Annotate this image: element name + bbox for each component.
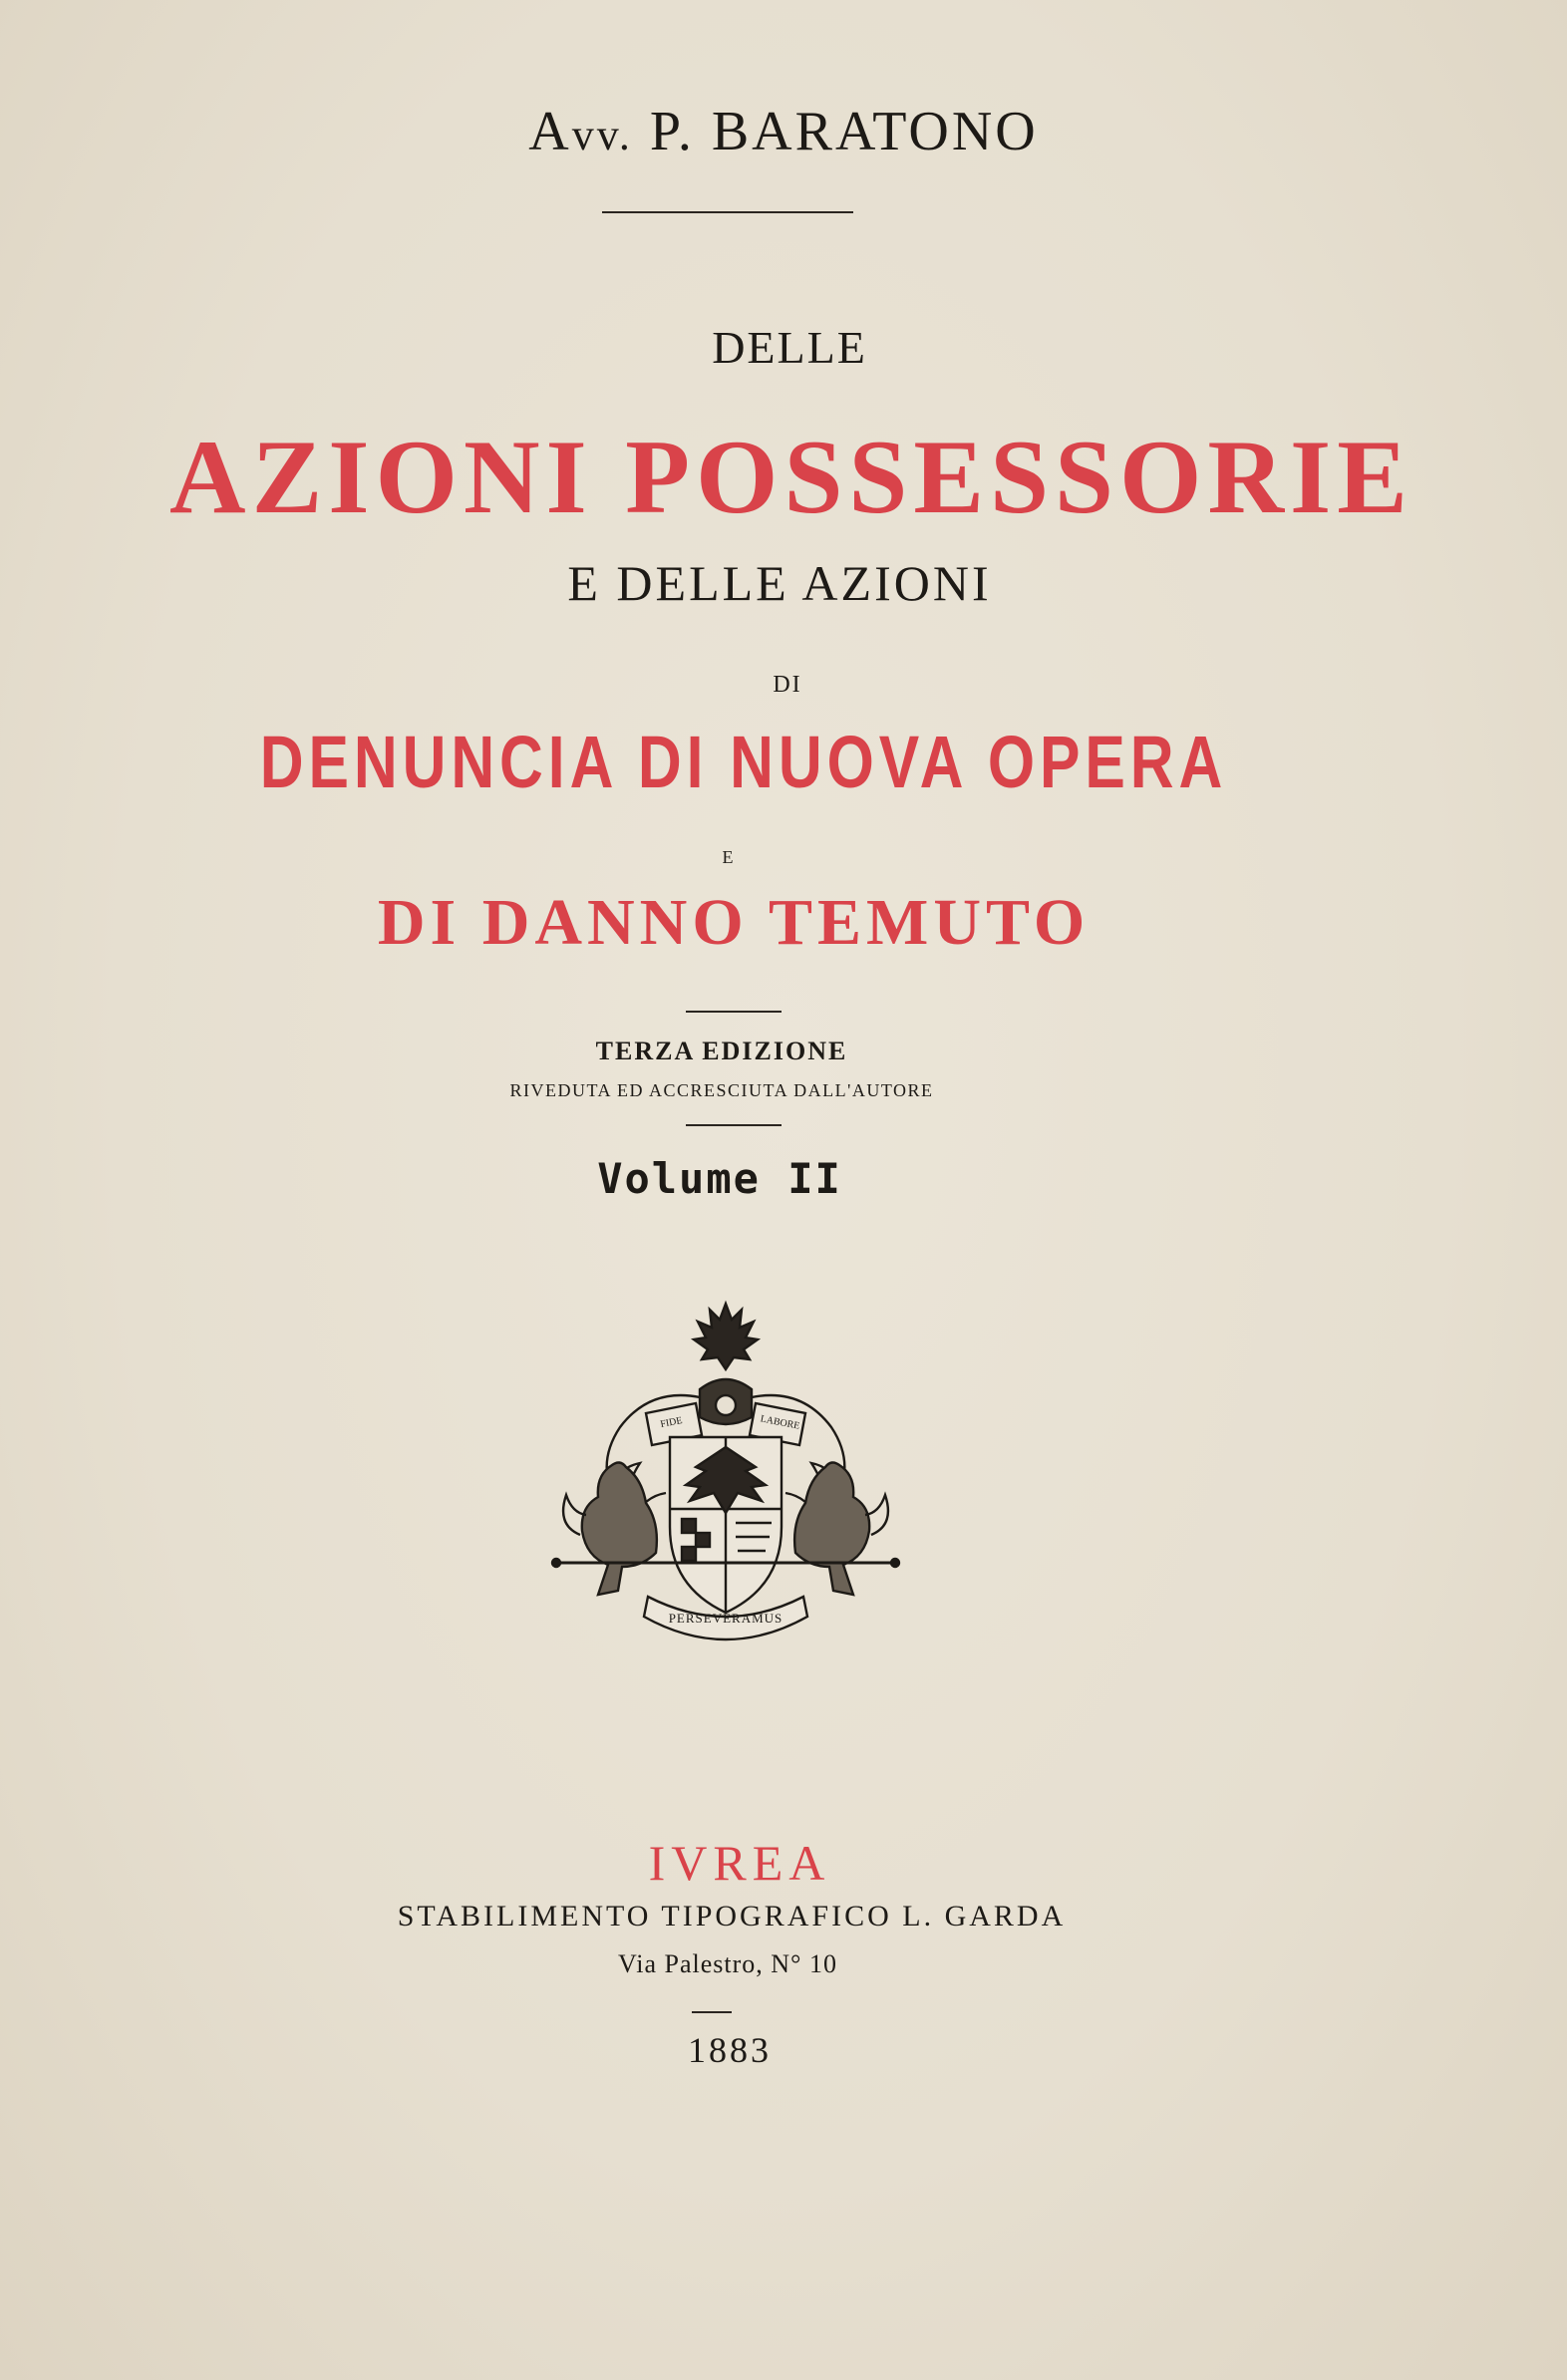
title-line-delle: DELLE xyxy=(712,322,867,373)
title-line-e-delle-azioni: E DELLE AZIONI xyxy=(567,555,992,611)
title-denuncia-di-nuova-opera: DENUNCIA DI NUOVA OPERA xyxy=(259,721,1228,803)
title-line-di: DI xyxy=(773,672,802,698)
edition-note: RIVEDUTA ED ACCRESCIUTA DALL'AUTORE xyxy=(509,1080,934,1100)
title-di-danno-temuto: DI DANNO TEMUTO xyxy=(377,886,1091,959)
title-line-e: E xyxy=(722,847,734,867)
main-title-azioni-possessorie: AZIONI POSSESSORIE xyxy=(169,419,1413,535)
emblem-banner-left: FIDE xyxy=(659,1415,684,1431)
rule-above-year xyxy=(692,2011,732,2013)
rule-under-author xyxy=(602,211,853,213)
edition-label: TERZA EDIZIONE xyxy=(595,1037,848,1065)
author-line xyxy=(0,100,1567,163)
imprint-city: IVREA xyxy=(648,1835,831,1891)
emblem-motto: PERSEVERAMUS xyxy=(668,1611,784,1626)
imprint-address: Via Palestro, N° 10 xyxy=(618,1949,837,1978)
author-name: P. BARATONO xyxy=(649,101,1039,162)
emblem-banner-right: LABORE xyxy=(759,1413,801,1432)
imprint-year: 1883 xyxy=(688,2030,772,2070)
rule-above-edition xyxy=(686,1011,782,1013)
imprint-printer: STABILIMENTO TIPOGRAFICO L. GARDA xyxy=(397,1900,1067,1933)
author-prefix-initial: A xyxy=(528,101,572,162)
rule-below-edition xyxy=(686,1124,782,1126)
volume-label: Volume II xyxy=(597,1154,842,1203)
coat-of-arms-emblem xyxy=(550,1298,901,1654)
author-prefix-rest: vv. xyxy=(571,111,633,159)
